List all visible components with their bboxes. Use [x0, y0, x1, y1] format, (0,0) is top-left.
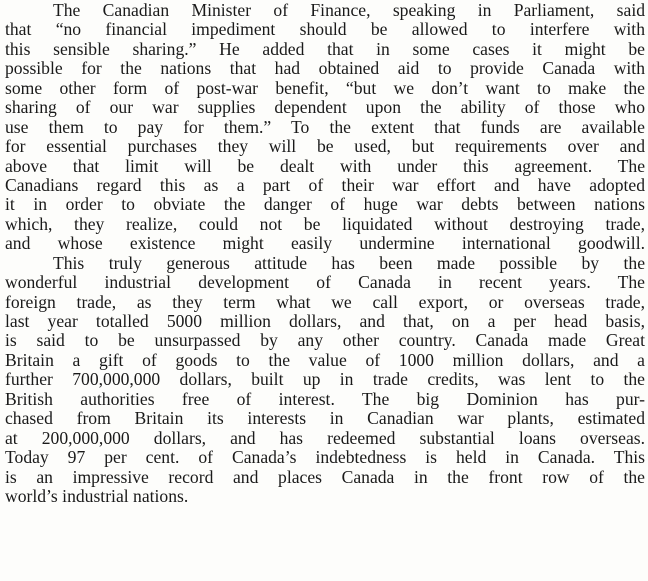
paragraph-line: and whose existence might easily undermine international goodwill.	[5, 233, 645, 254]
paragraph-line: wonderful industrial development of Canada in recent years. The	[5, 272, 645, 293]
paragraph-line: chased from Britain its interests in Canadian war plants, estimated	[5, 408, 645, 429]
paragraph-line: that “no financial impediment should be allowed to interfere with	[5, 19, 645, 40]
paragraph-line: The Canadian Minister of Finance, speaking in Parliament, said	[53, 0, 645, 20]
paragraph-line: Today 97 per cent. of Canada’s indebtedness is held in Canada. This	[5, 447, 645, 468]
paragraph-line: use them to pay for them.” To the extent that funds are available	[5, 116, 645, 137]
paragraph-line: which, they realize, could not be liquidated without destroying trade,	[5, 213, 645, 234]
paragraph-line: some other form of post-war benefit, “but we don’t want to make the	[5, 77, 645, 98]
paragraph-line: world’s industrial nations.	[5, 485, 189, 506]
article-body	[5, 1, 645, 506]
paragraph-line: last year totalled 5000 million dollars, and that, on a per head basis,	[5, 311, 645, 331]
paragraph-line: above that limit will be dealt with under this agreement. The	[5, 155, 645, 176]
paragraph-line: Britain a gift of goods to the value of 1000 million dollars, and a	[5, 349, 645, 370]
paragraph-2	[5, 254, 645, 507]
paragraph-line: foreign trade, as they term what we call export, or overseas trade,	[5, 291, 645, 312]
paragraph-line: at 200,000,000 dollars, and has redeemed substantial loans overseas.	[5, 427, 645, 448]
paragraph-line: this sensible sharing.” He added that in some cases it might be	[5, 38, 645, 59]
paragraph-line: further 700,000,000 dollars, built up in trade credits, was lent to the	[5, 369, 645, 390]
paragraph-line: Canadians regard this as a part of their war effort and have adopted	[5, 174, 645, 195]
paragraph-line: is an impressive record and places Canada in the front row of the	[5, 466, 645, 487]
paragraph-line: it in order to obviate the danger of huge war debts between nations	[5, 194, 645, 215]
paragraph-line: for essential purchases they will be used, but requirements over and	[5, 136, 645, 157]
paragraph-line: This truly generous attitude has been made possible by the	[53, 252, 645, 273]
paragraph-line: sharing of our war supplies dependent upon the ability of those who	[5, 97, 645, 118]
paragraph-line: is said to be unsurpassed by any other country. Canada made Great	[5, 330, 645, 351]
paragraph-line: British authorities free of interest. The big Dominion has pur-	[5, 388, 645, 409]
paragraph-line: possible for the nations that had obtained aid to provide Canada with	[5, 58, 645, 79]
paragraph-1	[5, 1, 645, 254]
